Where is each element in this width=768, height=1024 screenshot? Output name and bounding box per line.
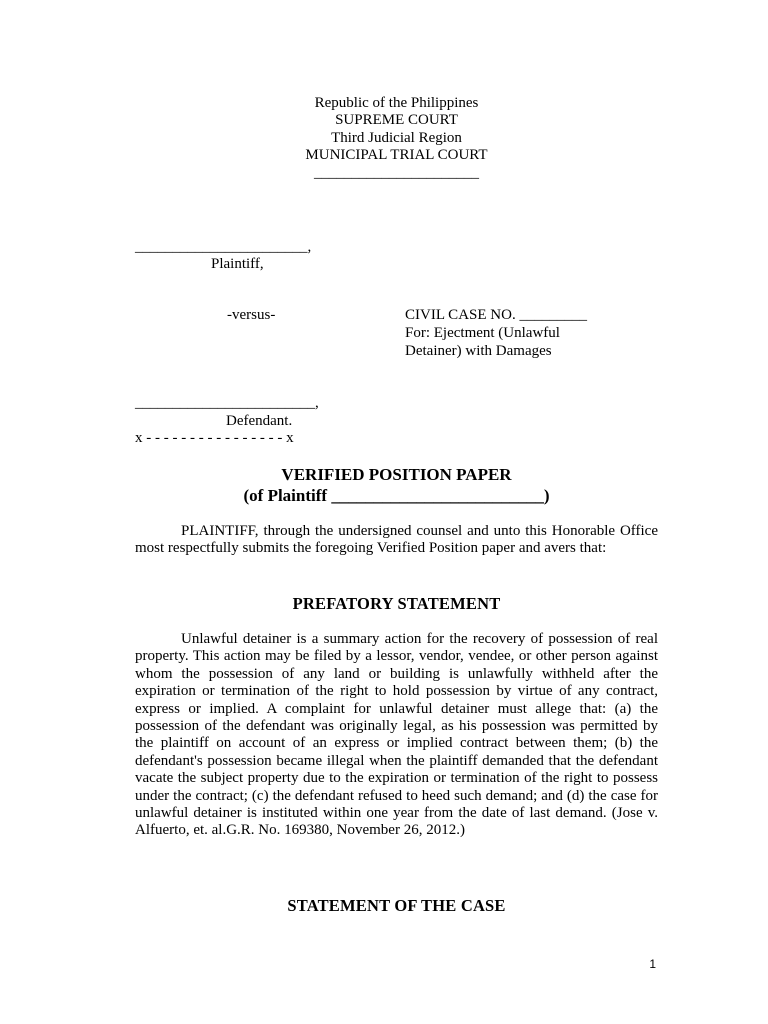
prefatory-statement-heading: PREFATORY STATEMENT: [292, 594, 501, 613]
caption-separator: x - - - - - - - - - - - - - - - - x: [135, 430, 294, 446]
header-location-blank: ______________________: [314, 165, 479, 181]
document-subtitle: (of Plaintiff _________________________): [243, 486, 550, 505]
case-nature-line1: For: Ejectment (Unlawful: [405, 325, 560, 341]
intro-paragraph: [135, 523, 658, 558]
header-supreme-court: SUPREME COURT: [335, 112, 458, 128]
versus-label: -versus-: [227, 307, 276, 323]
header-trial-court: MUNICIPAL TRIAL COURT: [305, 147, 488, 163]
prefatory-paragraph-text: Unlawful detainer is a summary action for the recovery of possession of real property. This action may be filed by a lessor, vendor, vendee, or other person against whom the possession of any land or building is unlawfully withheld after the expiration or termination of the right to hold possession by virtue of any contract, express or implied. A complaint for unlawful detainer must allege that: (a) the possession of the defendant was originally legal, as his possession was permitted by the plaintiff on account of an express or implied contract between them; (b) the defendant's possession became illegal when the plaintiff demanded that the defendant vacate the subject property due to the expiration or termination of the right to possess under the contract; (c) the defendant refused to heed such demand; and (d) the case for unlawful detainer is instituted within one year from the date of last demand. (Jose v. Alfuerto, et. al.G.R. No. 169380, November 26, 2012.): [135, 631, 658, 839]
intro-paragraph-text: PLAINTIFF, through the undersigned counsel and unto this Honorable Office most respectfully submits the foregoing Verified Position paper and avers that:: [135, 523, 658, 557]
document-title: VERIFIED POSITION PAPER: [281, 465, 512, 484]
civil-case-number: CIVIL CASE NO. _________: [405, 307, 587, 323]
header-republic: Republic of the Philippines: [314, 95, 479, 111]
statement-of-case-heading: STATEMENT OF THE CASE: [287, 896, 506, 915]
defendant-name-blank: ________________________,: [135, 395, 319, 411]
header-judicial-region: Third Judicial Region: [331, 130, 462, 146]
defendant-label: Defendant.: [226, 413, 293, 429]
case-nature-line2: Detainer) with Damages: [405, 343, 552, 359]
plaintiff-label: Plaintiff,: [211, 256, 264, 272]
page-number: 1: [649, 957, 656, 971]
prefatory-paragraph: [135, 631, 658, 840]
plaintiff-name-blank: _______________________,: [135, 239, 312, 255]
